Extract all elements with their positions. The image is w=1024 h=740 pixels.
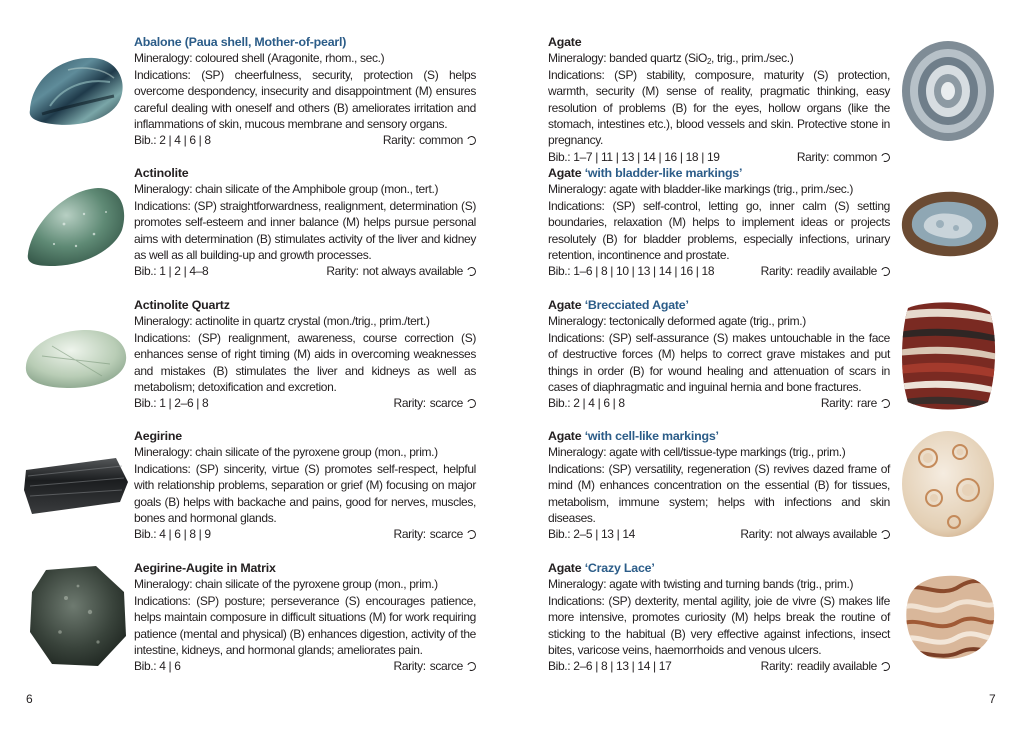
mineralogy-line: Mineralogy: chain silicate of the pyroxene group (mon., prim.) <box>134 445 438 460</box>
actinolite-image <box>24 184 130 270</box>
agate-bladder-image <box>898 188 1002 260</box>
bib-rarity-row: Bib.: 2 | 4 | 6 | 8 Rarity: rare <box>548 395 890 411</box>
mineralogy-line: Mineralogy: banded quartz (SiO$_2$, trig., prim./sec.) <box>548 51 794 67</box>
abalone-image <box>22 48 130 132</box>
rarity-circle-icon <box>880 398 892 410</box>
indications-text: Indications: (SP) self-control, letting go, inner calm (S) setting boundaries, relaxation (M) helps to implement ideas or projects resolutely (B) for bladder problems, especially infections, urinary retention, incontinence and prostate. <box>548 198 890 263</box>
entry-title: Actinolite Quartz <box>134 298 230 312</box>
entry-title: Aegirine <box>134 429 182 443</box>
entry-abalone <box>134 34 476 149</box>
mineralogy-line: Mineralogy: chain silicate of the pyroxene group (mon., prim.) <box>134 577 438 592</box>
bib-rarity-row: Bib.: 4 | 6 | 8 | 9 Rarity: scarce <box>134 526 476 542</box>
bib-rarity-row: Bib.: 1 | 2–6 | 8 Rarity: scarce <box>134 395 476 411</box>
mineralogy-line: Mineralogy: chain silicate of the Amphibole group (mon., tert.) <box>134 182 439 197</box>
agate-cell-image <box>898 428 998 540</box>
entry-title: Agate ‘with bladder-like markings’ <box>548 166 743 180</box>
entry-title: Agate ‘Brecciated Agate’ <box>548 298 689 312</box>
indications-text: Indications: (SP) dexterity, mental agility, joie de vivre (S) makes life more intensive, promotes curiosity (M) helps break the routine of sticking to the habitual (B) very effective against infections, insect bites, varicose veins, haemorrhoids and venous ulcers. <box>548 593 890 658</box>
mineralogy-line: Mineralogy: coloured shell (Aragonite, rhom., sec.) <box>134 51 385 66</box>
rarity-circle-icon <box>466 266 478 278</box>
entry-title: Agate ‘Crazy Lace’ <box>548 561 655 575</box>
aegirine-image <box>22 452 130 518</box>
entry-agate-crazy-lace <box>548 560 890 675</box>
actinolite-quartz-image <box>22 326 130 392</box>
entry-title: Agate ‘with cell-like markings’ <box>548 429 719 443</box>
entry-aegirine-augite <box>134 560 476 675</box>
page-number: 7 <box>989 692 996 706</box>
entry-agate-bladder <box>548 165 890 280</box>
entry-actinolite <box>134 165 476 280</box>
indications-text: Indications: (SP) sincerity, virtue (S) promotes self-respect, helpful with relationship problems, separation or grief (M) focusing on major goals (B) helps with backache and pains, good for nerves, muscles, bones and hormonal glands. <box>134 461 477 526</box>
agate-brecciated-image <box>898 298 998 414</box>
bib-rarity-row: Bib.: 2–5 | 13 | 14 Rarity: not always available <box>548 526 890 542</box>
entry-title: Actinolite <box>134 166 189 180</box>
entry-aegirine <box>134 428 476 543</box>
mineralogy-line: Mineralogy: actinolite in quartz crystal (mon./trig., prim./tert.) <box>134 314 430 329</box>
bib-rarity-row: Bib.: 2–6 | 8 | 13 | 14 | 17 Rarity: readily available <box>548 658 890 674</box>
rarity-circle-icon <box>466 661 478 673</box>
entry-title: Agate <box>548 35 582 49</box>
right-page <box>512 0 1024 740</box>
aegirine-augite-image <box>26 562 130 670</box>
entry-agate <box>548 34 890 165</box>
indications-text: Indications: (SP) posture; perseverance (S) encourages patience, helps maintain composure in difficult situations (M) for work requiring patience (mental and physical) (B) enhances digestion, activity of the intestine, kidneys, and hormonal glands; ameliorates pain. <box>134 593 476 658</box>
agate-image <box>898 38 998 144</box>
entry-title: Abalone (Paua shell, Mother-of-pearl) <box>134 35 347 49</box>
rarity-circle-icon <box>880 529 892 541</box>
indications-text: Indications: (SP) self-assurance (S) makes untouchable in the face of destructive forces (M) helps to correct grave mistakes and put things in order (B) for wound healing and attenuation of scars in cases of diaphragmatic and inguinal hernia and bone fractures. <box>548 330 890 395</box>
indications-text: Indications: (SP) stability, composure, maturity (S) protection, warmth, security (M) sense of reality, pragmatic thinking, easy resolution of problems (B) for the eyes, hollow organs (like the stomach, intestines etc.), blood vessels and skin. Protective stone in pregnancy. <box>548 67 890 148</box>
bib-rarity-row: Bib.: 4 | 6 Rarity: scarce <box>134 658 476 674</box>
mineralogy-line: Mineralogy: tectonically deformed agate (trig., prim.) <box>548 314 806 329</box>
entry-actinolite-quartz <box>134 297 476 412</box>
bib-rarity-row: Bib.: 1 | 2 | 4–8 Rarity: not always available <box>134 263 476 279</box>
rarity-circle-icon <box>880 266 892 278</box>
indications-text: Indications: (SP) straightforwardness, realignment, determination (S) promotes self-esteem and inner balance (M) helps pursue personal aims with determination (B) stimulates activity of the liver and kidney as well as all building-up and growth processes. <box>134 198 477 263</box>
mineralogy-line: Mineralogy: agate with cell/tissue-type markings (trig., prim.) <box>548 445 846 460</box>
page-number: 6 <box>26 692 33 706</box>
bib-rarity-row: Bib.: 2 | 4 | 6 | 8 Rarity: common <box>134 132 476 148</box>
entry-agate-brecciated <box>548 297 890 412</box>
agate-crazy-lace-image <box>900 570 998 664</box>
entry-agate-cell <box>548 428 890 543</box>
bib-rarity-row: Bib.: 1–6 | 8 | 10 | 13 | 14 | 16 | 18 Rarity: readily available <box>548 263 890 279</box>
bib-rarity-row: Bib.: 1–7 | 11 | 13 | 14 | 16 | 18 | 19 Rarity: common <box>548 149 890 165</box>
indications-text: Indications: (SP) cheerfulness, security, protection (S) helps overcome despondency, insecurity and disappointment (M) ensures careful dealing with oneself and others (B) ameliorates irritation and inflammations of skin, mucous membrane and sensory organs. <box>134 67 476 132</box>
indications-text: Indications: (SP) realignment, awareness, course correction (S) enhances sense of right timing (M) aids in overcoming weaknesses and mistakes (B) stimulates the liver and kidneys as well as metabolism; detoxification and excretion. <box>134 330 477 395</box>
rarity-circle-icon <box>466 529 478 541</box>
rarity-circle-icon <box>466 398 478 410</box>
indications-text: Indications: (SP) versatility, regeneration (S) revives dazed frame of mind (M) enhances concentration on the essential (B) for tissues, metabolism, immune system; helps with infections and skin diseases. <box>548 461 891 526</box>
mineralogy-line: Mineralogy: agate with twisting and turning bands (trig., prim.) <box>548 577 854 592</box>
entry-title: Aegirine-Augite in Matrix <box>134 561 276 575</box>
rarity-circle-icon <box>880 151 892 163</box>
rarity-circle-icon <box>466 135 478 147</box>
rarity-circle-icon <box>880 661 892 673</box>
mineralogy-line: Mineralogy: agate with bladder-like markings (trig., prim./sec.) <box>548 182 854 197</box>
